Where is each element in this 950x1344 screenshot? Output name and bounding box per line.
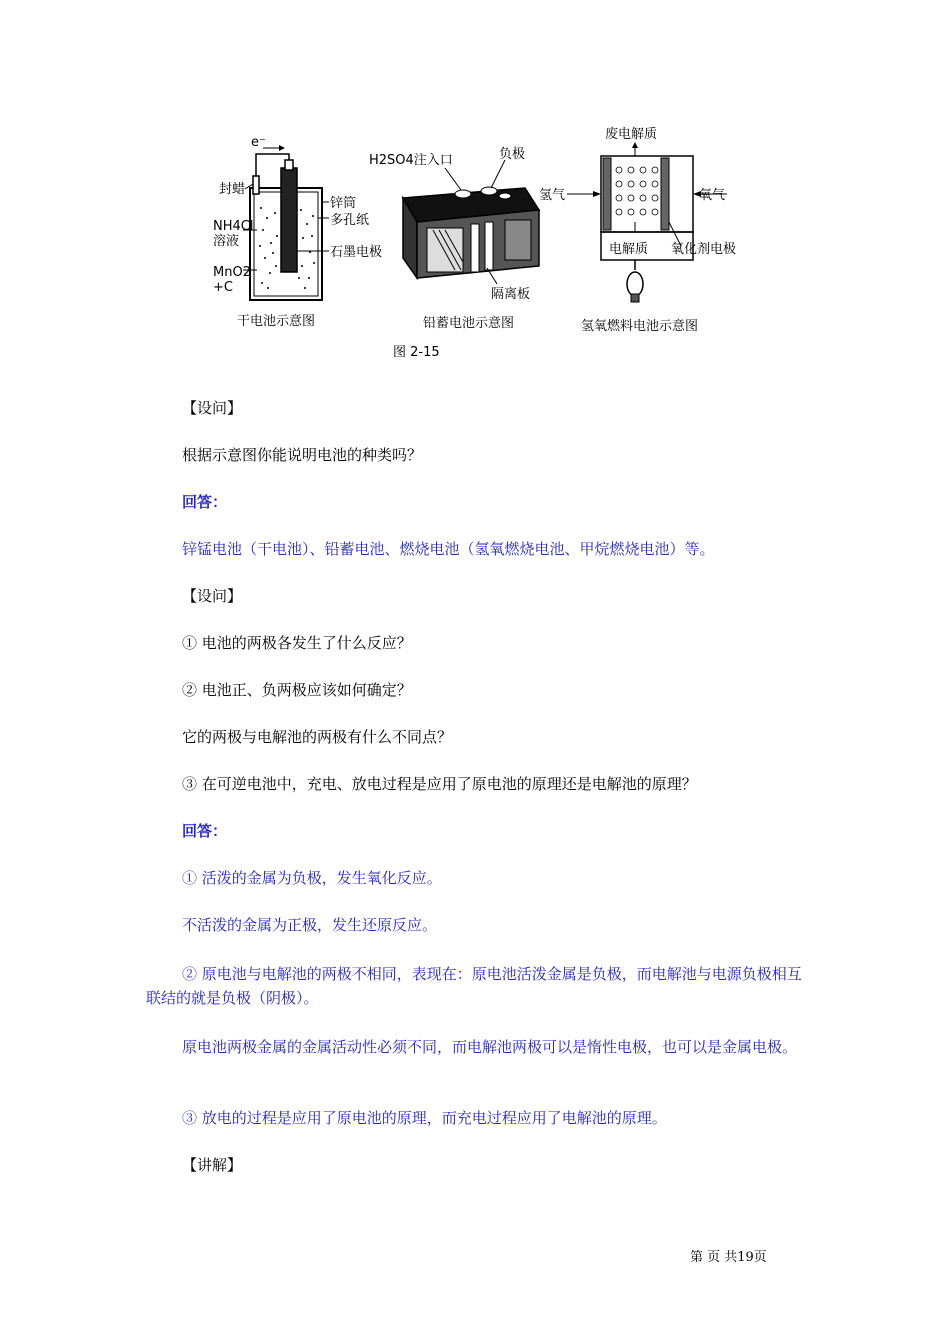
question-item-3: ③ 在可逆电池中，充电、放电过程是应用了原电池的原理还是电解池的原理？ <box>182 775 697 793</box>
hydrogen-label: 氢气 <box>539 188 566 203</box>
fuel-cell-diagram <box>539 126 736 334</box>
question-item-2b: 它的两极与电解池的两极有什么不同点？ <box>182 728 453 746</box>
wax-seal-label: 封蜡 <box>219 182 246 197</box>
question-heading-1: 【设问】 <box>182 399 243 417</box>
answer-battery-types: 锌锰电池（干电池）、铅蓄电池、燃烧电池（氢氧燃烧电池、甲烷燃烧电池）等。 <box>182 540 715 558</box>
figure-2-15 <box>205 118 765 368</box>
porous-paper-label: 多孔纸 <box>330 213 370 228</box>
graphite-electrode-label: 石墨电极 <box>330 245 383 260</box>
answer-item-1: ① 活泼的金属为负极，发生氧化反应。 <box>182 869 442 887</box>
question-battery-types: 根据示意图你能说明电池的种类吗？ <box>182 446 423 464</box>
fuel-cell-caption: 氢氧燃料电池示意图 <box>581 319 699 334</box>
answer-item-2: ② 原电池与电解池的两极不相同，表现在：原电池活泼金属是负极，而电解池与电源负极相互联结的就是负极（阴极）。 <box>146 965 802 1007</box>
answer-item-2b: 原电池两极金属的金属活动性必须不同，而电解池两极可以是惰性电极，也可以是金属电极。 <box>182 1038 798 1056</box>
figure-number: 图 2-15 <box>393 345 440 360</box>
question-heading-2: 【设问】 <box>182 587 243 605</box>
carbon-label: +C <box>213 280 233 295</box>
answer-heading-1: 回答： <box>182 493 228 511</box>
electron-label: e⁻ <box>251 135 266 150</box>
oxidant-electrode-label: 氧化剂电极 <box>671 242 737 257</box>
answer-item-1b: 不活泼的金属为正极，发生还原反应。 <box>182 916 438 934</box>
zinc-can-label: 锌筒 <box>330 196 357 211</box>
question-item-2: ② 电池正、负两极应该如何确定？ <box>182 681 412 699</box>
mno2-label: MnO2 <box>213 265 251 280</box>
negative-pole-label: 负极 <box>499 147 526 162</box>
lead-battery-diagram <box>369 146 539 331</box>
answer-item-3: ③ 放电的过程是应用了原电池的原理，而充电过程应用了电解池的原理。 <box>182 1109 667 1127</box>
waste-electrolyte-label: 废电解质 <box>605 127 658 142</box>
oxygen-label: 氧气 <box>699 188 726 203</box>
question-item-1: ① 电池的两极各发生了什么反应？ <box>182 634 412 652</box>
battery-diagrams <box>205 118 765 368</box>
h2so4-inlet-label: H2SO4注入口 <box>369 153 453 168</box>
electrolyte-label: 电解质 <box>609 242 649 257</box>
separator-label: 隔离板 <box>491 287 531 302</box>
page-footer: 第 页 共19页 <box>690 1250 767 1265</box>
dry-cell-diagram <box>213 135 382 329</box>
nh4cl-label: NH4Cl <box>213 219 254 234</box>
lead-battery-caption: 铅蓄电池示意图 <box>423 316 515 331</box>
explanation-heading: 【讲解】 <box>182 1156 243 1174</box>
answer-heading-2: 回答： <box>182 822 228 840</box>
solution-label: 溶液 <box>213 234 240 249</box>
dry-cell-caption: 干电池示意图 <box>237 314 316 329</box>
